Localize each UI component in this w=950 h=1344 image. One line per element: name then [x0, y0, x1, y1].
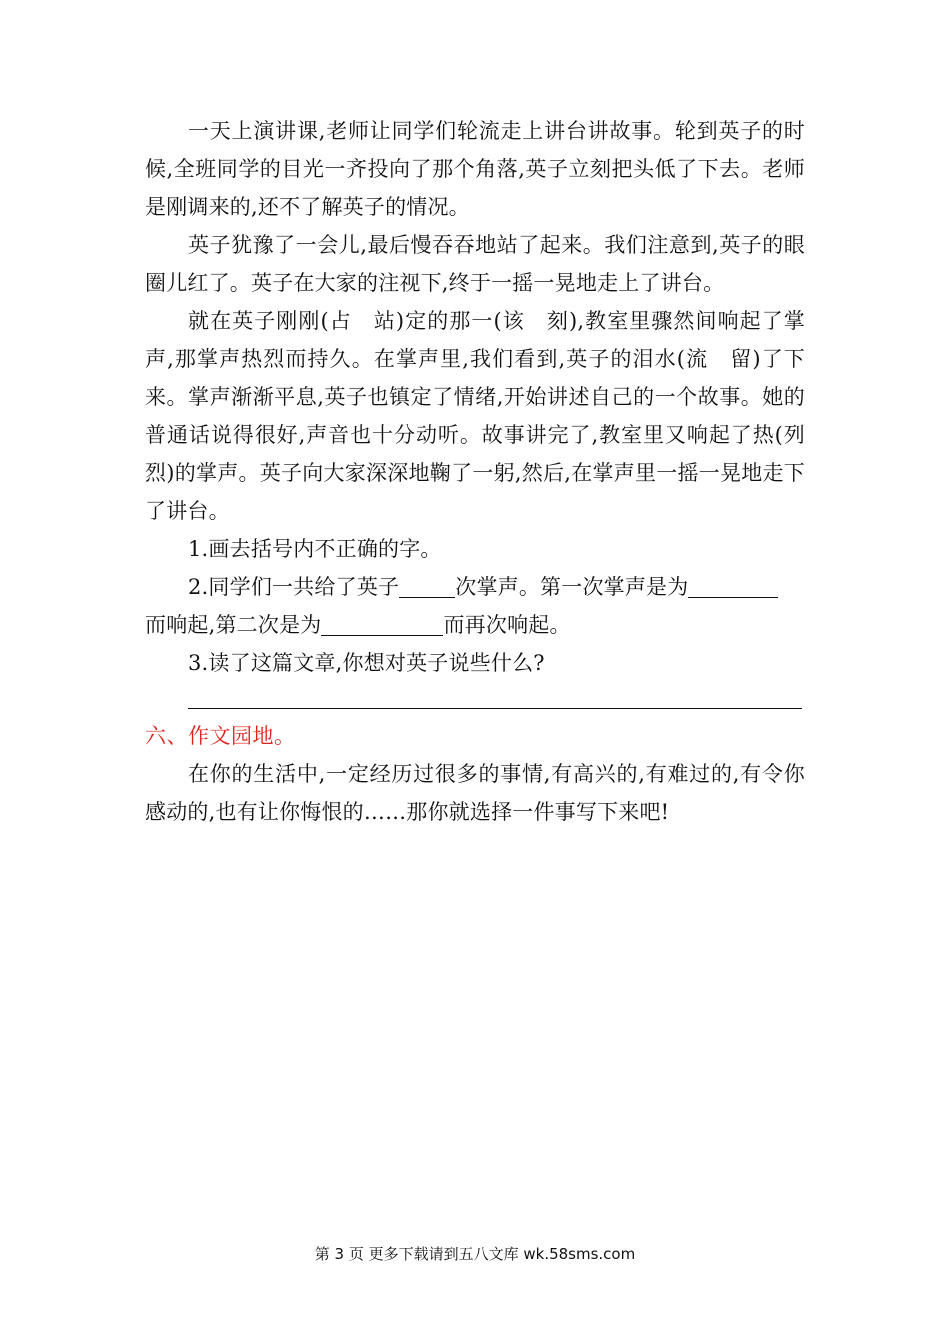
question-2-text-a: 2.同学们一共给了英子: [188, 575, 400, 599]
question-1: 1.画去括号内不正确的字。: [188, 537, 442, 561]
question-2-line-1: [145, 568, 805, 606]
question-3: 3.读了这篇文章,你想对英子说些什么?: [188, 651, 545, 675]
page-footer: 第 3 页 更多下载请到五八文库 wk.58sms.com: [314, 1245, 636, 1263]
question-2-line-2: [145, 606, 805, 644]
story-paragraph-2: 英子犹豫了一会儿,最后慢吞吞地站了起来。我们注意到,英子的眼圈儿红了。英子在大家的注视下,终于一摇一晃地走上了讲台。: [145, 233, 805, 295]
answer-line-question-3[interactable]: [188, 708, 802, 709]
page-content: [145, 112, 827, 831]
answer-blank-first-reason[interactable]: [688, 575, 778, 598]
section-6-body: 在你的生活中,一定经历过很多的事情,有高兴的,有难过的,有令你感动的,也有让你悔恨的……那你就选择一件事写下来吧!: [145, 762, 805, 824]
question-2-text-b: 次掌声。第一次掌声是为: [455, 575, 689, 599]
answer-blank-second-reason[interactable]: [321, 613, 443, 636]
answer-blank-count[interactable]: [399, 575, 455, 598]
story-paragraph-3: 就在英子刚刚(占 站)定的那一(该 刻),教室里骤然间响起了掌声,那掌声热烈而持久。在掌声里,我们看到,英子的泪水(流 留)了下来。掌声渐渐平息,英子也镇定了情绪,开始讲述自己的一个故事。她的普通话说得很好,声音也十分动听。故事讲完了,教室里又响起了热(列 烈)的掌声。英子向大家深深地鞠了一躬,然后,在掌声里一摇一晃地走下了讲台。: [145, 309, 827, 523]
question-2-text-d: 而再次响起。: [443, 613, 571, 637]
question-2-text-c: 而响起,第二次是为: [145, 613, 322, 637]
section-6-title: 六、作文园地。: [145, 724, 296, 748]
story-paragraph-1: 一天上演讲课,老师让同学们轮流走上讲台讲故事。轮到英子的时候,全班同学的目光一齐投向了那个角落,英子立刻把头低了下去。老师是刚调来的,还不了解英子的情况。: [145, 119, 805, 219]
